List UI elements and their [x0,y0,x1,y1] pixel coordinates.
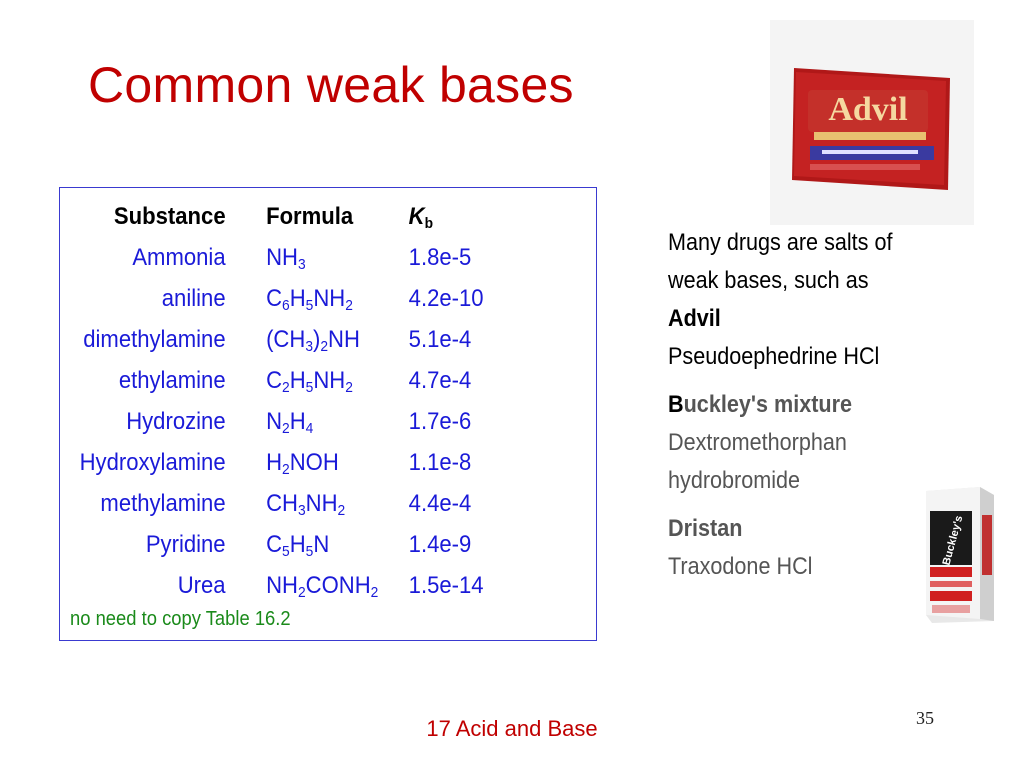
drug-examples [668,224,938,596]
table-row [60,278,553,319]
substance-cell: dimethylamine [83,326,226,353]
formula-cell: $(CH_3)_2NH$ [266,326,360,355]
substance-cell: Urea [177,572,226,599]
kb-cell: 1.1e-8 [408,449,472,476]
advil-product-image [770,20,974,225]
table-row [60,442,553,483]
kb-cell: 1.8e-5 [408,244,472,271]
formula-cell: $C_6H_5NH_2$ [266,285,353,314]
formula-cell: $CH_3NH_2$ [266,490,346,519]
substance-cell: Hydroxylamine [79,449,226,476]
weak-bases-table [59,187,597,641]
formula-cell: $NH_3$ [266,244,306,273]
page-number: 35 [916,708,934,728]
formula-cell: $C_5H_5N$ [266,531,330,560]
substance-cell: ethylamine [118,367,226,394]
substance-cell: methylamine [100,490,226,517]
buckleys-product-image [918,485,998,625]
header-substance: Substance [113,203,226,230]
kb-cell: 1.4e-9 [408,531,472,558]
table-row [60,401,553,442]
buckley-section: Buckley's mixture Dextromethorphan hydrobromide [668,391,853,494]
table-note: no need to copy Table 16.2 [70,608,291,630]
advil-box-graphic [770,20,974,225]
substance-cell: Pyridine [145,531,226,558]
dristan-section: Dristan Traxodone HCl [668,515,813,580]
kb-cell: 4.7e-4 [408,367,472,394]
formula-cell: $C_2H_5NH_2$ [266,367,353,396]
substance-cell: aniline [161,285,226,312]
advil-logo-text: Advil [828,91,908,128]
kb-cell: 5.1e-4 [408,326,472,353]
formula-cell: $H_2NOH$ [266,449,339,478]
table-header-row [60,196,553,237]
kb-cell: 1.7e-6 [408,408,472,435]
slide-title: Common weak bases [88,57,574,113]
kb-cell: 4.2e-10 [408,285,484,312]
buckleys-box-graphic [918,485,998,625]
formula-cell: $N_2H_4$ [266,408,314,437]
header-formula: Formula [266,203,354,230]
formula-cell: $NH_2CONH_2$ [266,572,379,601]
intro-text: Many drugs are salts of weak bases, such as Advil Pseudoephedrine HCl [668,229,893,370]
buckleys-logo-text: Buckley's [940,514,966,567]
advil-label: Advil [668,305,721,332]
table-row [60,483,553,524]
footer-text: 17 Acid and Base [426,716,598,741]
table-row [60,237,553,278]
header-kb: $K_b$ [408,203,434,232]
advil-desc: Pseudoephedrine HCl [668,343,880,370]
substance-cell: Hydrozine [126,408,226,435]
table-row [60,360,553,401]
kb-cell: 1.5e-14 [408,572,484,599]
table-row [60,524,553,565]
kb-cell: 4.4e-4 [408,490,472,517]
substance-cell: Ammonia [132,244,226,271]
table-row [60,565,553,606]
table-row [60,319,553,360]
